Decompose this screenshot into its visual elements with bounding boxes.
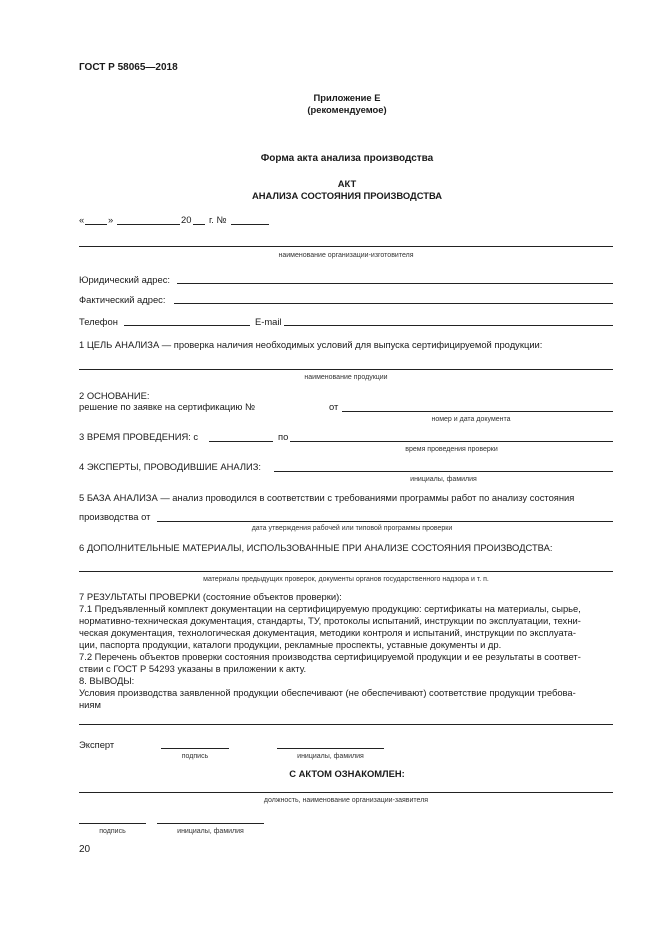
expert-label: Эксперт <box>79 739 115 750</box>
conclusions-field[interactable] <box>79 724 613 725</box>
section-8-line-1: Условия производства заявленной продукции обеспечивают (не обеспечивают) соответствие продукции требова- <box>79 687 576 698</box>
experts-field[interactable] <box>274 471 613 472</box>
date-open-quote: « <box>79 214 85 225</box>
section-8-line-2: ниям <box>79 699 101 710</box>
email-field[interactable] <box>284 325 613 326</box>
expert-initials-field[interactable] <box>277 748 384 749</box>
applicant-signature-caption: подпись <box>99 828 126 835</box>
section-7-1-line-1: 7.1 Предъявленный комплект документации на сертифицируемую продукцию: сертификаты на материалы, сырье, <box>79 603 581 614</box>
phone-field[interactable] <box>124 325 250 326</box>
section-8-title: 8. ВЫВОДЫ: <box>79 675 135 686</box>
phone-label: Телефон <box>79 316 118 327</box>
act-title: АКТ <box>337 178 357 189</box>
section-7-title: 7 РЕЗУЛЬТАТЫ ПРОВЕРКИ (состояние объектов проверки): <box>79 591 342 602</box>
applicant-initials-caption: инициалы, фамилия <box>177 828 244 835</box>
section-3-to: по <box>278 431 289 442</box>
actual-address-field[interactable] <box>174 303 613 304</box>
section-1-text: 1 ЦЕЛЬ АНАЛИЗА — проверка наличия необходимых условий для выпуска сертифицируемой продукции: <box>79 339 543 350</box>
appendix-subtitle: (рекомендуемое) <box>307 104 387 115</box>
act-number-field[interactable] <box>231 224 269 225</box>
section-7-1-line-2: нормативно-техническая документация, стандарты, ТУ, протоколы испытаний, инструкции по эксплуатации, техни- <box>79 615 581 626</box>
product-field[interactable] <box>79 369 613 370</box>
materials-field[interactable] <box>79 571 613 572</box>
program-date-field[interactable] <box>157 521 613 522</box>
form-title: Форма акта анализа производства <box>260 153 434 164</box>
experts-caption: инициалы, фамилия <box>410 476 477 483</box>
section-5-line-1: 5 БАЗА АНАЛИЗА — анализ проводился в соответствии с требованиями программы работ по анализу состояния <box>79 492 575 503</box>
actual-address-label: Фактический адрес: <box>79 294 166 305</box>
date-close-quote: » <box>108 214 114 225</box>
legal-address-field[interactable] <box>177 283 613 284</box>
section-5-line-2: производства от <box>79 511 151 522</box>
section-7-1-line-3: ческая документация, технологическая документация, методики контроля и испытаний, инструкции по эксплуата- <box>79 627 576 638</box>
section-6-text: 6 ДОПОЛНИТЕЛЬНЫЕ МАТЕРИАЛЫ, ИСПОЛЬЗОВАННЫЕ ПРИ АНАЛИЗЕ СОСТОЯНИЯ ПРОИЗВОДСТВА: <box>79 542 553 553</box>
act-subtitle: АНАЛИЗА СОСТОЯНИЯ ПРОИЗВОДСТВА <box>251 190 443 201</box>
section-3-text: 3 ВРЕМЯ ПРОВЕДЕНИЯ: с <box>79 431 199 442</box>
expert-signature-field[interactable] <box>161 748 229 749</box>
document-caption: номер и дата документа <box>431 416 511 423</box>
date-year-prefix: 20 <box>181 214 192 225</box>
product-caption: наименование продукции <box>304 374 388 381</box>
time-from-field[interactable] <box>209 441 273 442</box>
document-field[interactable] <box>342 411 613 412</box>
applicant-signature-field[interactable] <box>79 823 146 824</box>
applicant-initials-field[interactable] <box>157 823 264 824</box>
date-number-label: г. № <box>209 214 227 225</box>
email-label: E-mail <box>255 316 282 327</box>
section-2-title: 2 ОСНОВАНИЕ: <box>79 390 150 401</box>
applicant-position-field[interactable] <box>79 792 613 793</box>
standard-number: ГОСТ Р 58065—2018 <box>79 62 178 73</box>
legal-address-label: Юридический адрес: <box>79 274 170 285</box>
date-year-field[interactable] <box>193 224 205 225</box>
section-7-2-line-1: 7.2 Перечень объектов проверки состояния производства сертифицируемой продукции и ее результаты в соответ- <box>79 651 581 662</box>
date-day-field[interactable] <box>85 224 107 225</box>
time-to-field[interactable] <box>290 441 613 442</box>
section-4-text: 4 ЭКСПЕРТЫ, ПРОВОДИВШИЕ АНАЛИЗ: <box>79 461 262 472</box>
organization-field[interactable] <box>79 246 613 247</box>
expert-initials-caption: инициалы, фамилия <box>297 753 364 760</box>
date-month-field[interactable] <box>117 224 180 225</box>
section-7-2-line-2: ствии с ГОСТ Р 54293 указаны в приложении к акту. <box>79 663 307 674</box>
applicant-position-caption: должность, наименование организации-заявителя <box>263 797 429 804</box>
organization-caption: наименование организации-изготовителя <box>278 252 414 259</box>
time-caption: время проведения проверки <box>405 446 498 453</box>
expert-signature-caption: подпись <box>181 753 209 760</box>
acquainted-title: С АКТОМ ОЗНАКОМЛЕН: <box>289 768 405 779</box>
materials-caption: материалы предыдущих проверок, документы органов государственного надзора и т. п. <box>203 576 489 583</box>
section-2-from: от <box>329 401 339 412</box>
program-caption: дата утверждения рабочей или типовой программы проверки <box>251 525 453 532</box>
page-number: 20 <box>79 844 91 855</box>
appendix-title: Приложение Е <box>313 92 381 103</box>
section-7-1-line-4: ции, паспорта продукции, каталоги продукции, рекламные проспекты, уставные документы и др. <box>79 639 502 650</box>
section-2-text: решение по заявке на сертификацию № <box>79 401 256 412</box>
